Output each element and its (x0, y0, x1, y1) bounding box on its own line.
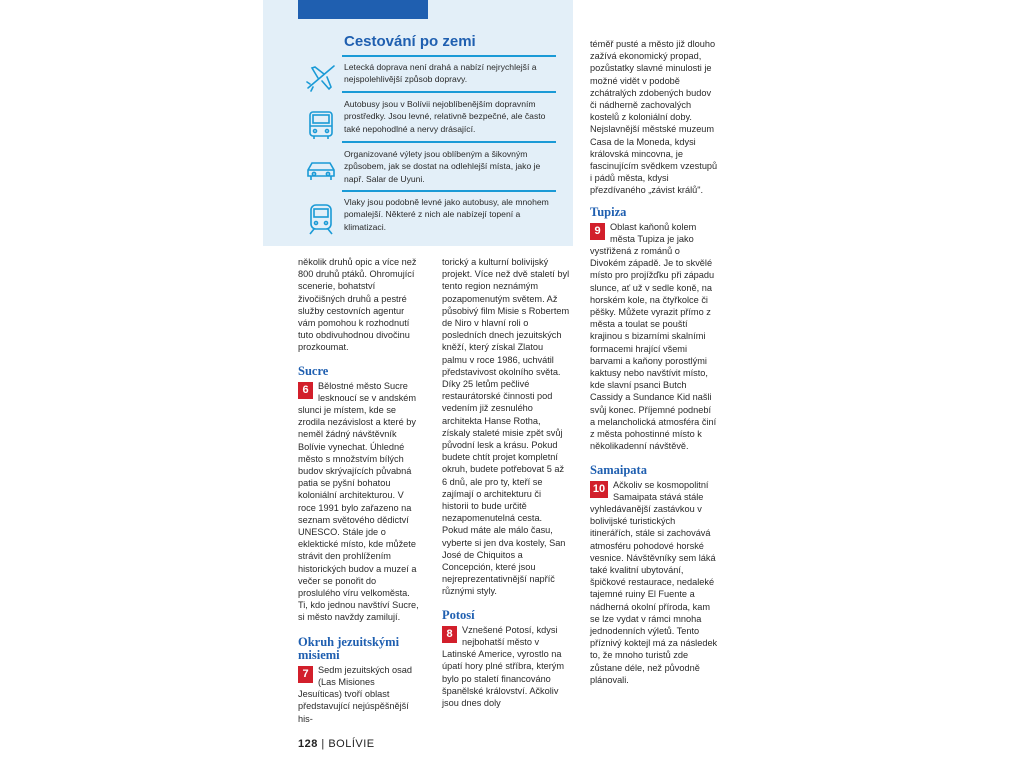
info-item-airplane: Letecká doprava není drahá a nabízí nejrychlejší a nejspolehlivější způsob dopravy. (344, 62, 537, 85)
section-paragraph-samaipata (590, 479, 718, 686)
section-number-badge: 8 (442, 626, 457, 643)
continued-paragraph: torický a kulturní bolivijský projekt. Více než dvě staletí byl tento region neznámým pozapomenutým světem. Až působivý film Misie s Robertem de Niro v hlavní roli o posledních dnech jezuitských kněží, který získal Zlatou palmu v roce 1986, uchvátil představivost okolního světa. Díky 25 letům pečlivé restaurátorské činnosti pod vedením již zesnulého architekta Hanse Rotha, získaly staleté misie zpět svůj původní lesk a krásu. Pokud budete chtít projet kompletní okruh, budete potřebovat 5 až 6 dnů, ale pro ty, kteří se zajímají o architekturu či historii to bude určitě nezapomenutelná cesta. Pokud máte ale málo času, vyberte si jen dva kostely, San José de Chiquitos a Concepción, které jsou nejreprezentativnější napříč různými styly. (442, 257, 570, 597)
section-text: Ačkoliv se kosmopolitní Samaipata stává stále vyhledávanější zastávkou v bolivijské turistických itinerářích, stále si zachovává atmosféru pohodové horské vesnice. Návštěvníky sem láká také kvalitní ubytování, špičkové restaurace, nedaleké tajemné ruiny El Fuente a nádherná okolní příroda, kam se lze vydat v rámci mnoha jednodenních výletů. Tento příznivý koktejl má za následek to, že mnoho turistů zde zůstane déle, než původně plánovali. (590, 479, 718, 685)
section-paragraph-potosi (442, 624, 570, 709)
section-heading-tupiza: Tupiza (590, 204, 627, 219)
column-3 (590, 38, 718, 686)
section-paragraph-okruh (298, 664, 420, 725)
divider (342, 141, 556, 143)
section-text: Bělostné město Sucre lesknoucí se v andském slunci je místem, kde se zrodila nezávislost a které by neměl žádný návštěvník Bolívie vynechat. Úhledné město s množstvím bílých budov skrývajících půvabná patia se pyšní bohatou koloniální architekturou. V roce 1991 bylo zařazeno na seznam světového dědictví UNESCO. Stále jde o eklektické místo, kde můžete strávit den prohlížením historických budov a muzeí a večer se ponořit do proslulého víru velkoměsta. Ti, kdo jednou navštíví Sucre, si město navždy zamilují. (298, 380, 419, 623)
info-item-bus: Autobusy jsou v Bolívii nejoblíbenějším dopravním prostředky. Jsou levné, relativně bezpečné, ale často také nepohodlné a nervy drásající. (344, 99, 546, 134)
intro-paragraph: několik druhů opic a více než 800 druhů ptáků. Ohromující scenerie, bohatství živočišných druhů a pestré služby cestovních agentur vám pomohou k rozhodnutí tuto obdivuhodnou divočinu prozkoumat. (298, 257, 417, 353)
column-2 (442, 256, 570, 709)
column-1 (298, 256, 420, 725)
section-heading-sucre: Sucre (298, 363, 329, 378)
divider (342, 91, 556, 93)
section-name: BOLÍVIE (328, 738, 375, 750)
section-heading-samaipata: Samaipata (590, 462, 647, 477)
divider (342, 55, 556, 57)
section-number-badge: 9 (590, 223, 605, 240)
airplane-icon (304, 60, 338, 94)
section-text: Vznešené Potosí, kdysi nejbohatší město v Latinské Americe, vyrostlo na úpatí hory plné stříbra, kterým bylo po staletí financováno španělské království. Ačkoliv jsou dnes doly (442, 624, 565, 708)
section-text: Oblast kaňonů kolem města Tupiza je jako vystřižená z románů o Divokém západě. Je to skvělé místo pro projížďku při západu slunce, ať už v sedle koně, na horském kole, na čtyřkolce či pěšky. Můžete vyrazit přímo z města a toulat se pouští krajinou s bizarními skalními formacemi hrající všemi barvami a kaňony porostlými kaktusy nebo navštívit místo, kde slavní psanci Butch Cassidy a Sundance Kid našli svůj konec. Příjemné podnebí a melancholická atmosféra činí z města pohostinné místo k několikadenní návštěvě. (590, 221, 717, 452)
section-heading-okruh: Okruh jezuitskými misiemi (298, 634, 400, 662)
divider (342, 190, 556, 192)
continued-paragraph: téměř pusté a město již dlouho zažívá ekonomický propad, pozůstatky slavné minulosti je možné vidět v podobě zchátralých zdobených budov či nádherně zachovalých kostelů z koloniální doby. Nejslavnější městské muzeum Casa de la Moneda, kdysi královská mincovna, je fascinujícím svědkem vzestupů i pádů města, kdysi přezdívaného „závist králů". (590, 39, 718, 196)
section-paragraph-sucre (298, 380, 420, 624)
section-number-badge: 7 (298, 666, 313, 683)
page-footer (298, 738, 375, 750)
header-color-bar (298, 0, 428, 19)
car-icon (304, 154, 338, 188)
bus-icon (304, 108, 338, 142)
footer-separator: | (321, 738, 325, 750)
page-number: 128 (298, 738, 318, 750)
section-number-badge: 10 (590, 481, 608, 498)
info-item-train: Vlaky jsou podobně levné jako autobusy, ale mnohem pomalejší. Některé z nich ale nabízejí topení a klimatizaci. (344, 197, 549, 232)
section-number-badge: 6 (298, 382, 313, 399)
info-box-title: Cestování po zemi (344, 33, 476, 50)
section-text: Sedm jezuitských osad (Las Misiones Jesuíticas) tvoří oblast představující nejúspěšnější his- (298, 664, 412, 724)
section-heading-potosi: Potosí (442, 607, 475, 622)
section-paragraph-tupiza (590, 221, 718, 453)
info-item-car: Organizované výlety jsou oblíbeným a šikovným způsobem, jak se dostat na odlehlejší místa, jako je např. Salar de Uyuni. (344, 149, 541, 184)
train-icon (304, 202, 338, 236)
